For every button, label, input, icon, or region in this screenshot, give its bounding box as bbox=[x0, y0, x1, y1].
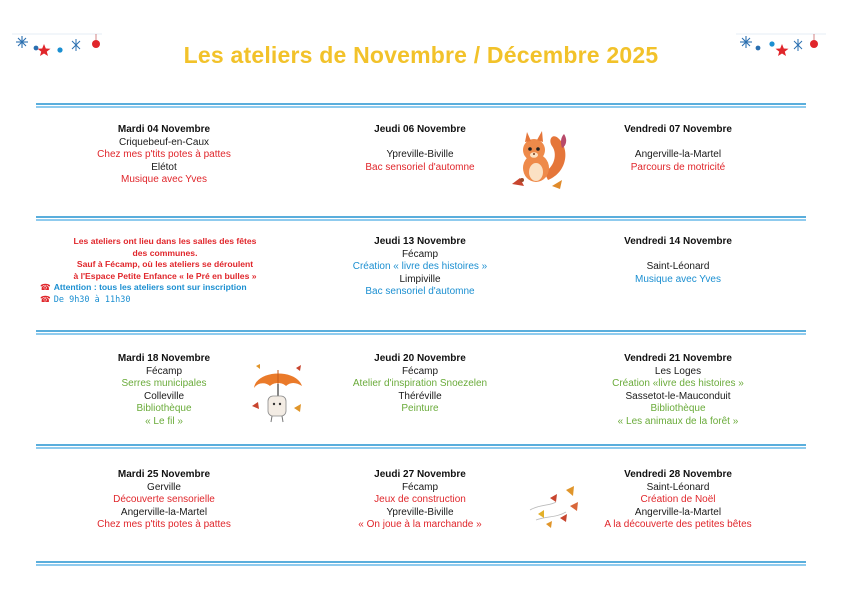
divider bbox=[36, 444, 806, 449]
workshop-activity: Peinture bbox=[401, 403, 439, 415]
workshop-location: Colleville bbox=[143, 390, 184, 402]
umbrella-illustration bbox=[248, 362, 308, 426]
workshop-activity: Chez mes p'tits potes à pattes bbox=[97, 519, 231, 531]
workshop-activity: Découverte sensorielle bbox=[113, 494, 215, 506]
christmas-ornaments-right-icon bbox=[736, 32, 826, 62]
workshop-activity: Bac sensoriel d'automne bbox=[365, 161, 475, 173]
workshop-cell-fri-07 bbox=[558, 124, 798, 174]
workshop-activity: Serres municipales bbox=[121, 378, 207, 390]
workshop-date: Vendredi 07 Novembre bbox=[624, 124, 732, 135]
workshop-cell-tue-04 bbox=[44, 124, 284, 187]
workshop-location: Sassetot-le-Mauconduit bbox=[625, 390, 731, 402]
info-hours: De 9h30 à 11h30 bbox=[53, 294, 131, 305]
workshop-location: Ypreville-Biville bbox=[386, 506, 454, 518]
divider bbox=[36, 561, 806, 566]
workshop-location: Limpiville bbox=[399, 273, 441, 285]
info-notice bbox=[40, 236, 290, 306]
workshop-date: Vendredi 14 Novembre bbox=[624, 236, 732, 247]
workshop-location: Angerville-la-Martel bbox=[634, 506, 722, 518]
workshop-location: Fécamp bbox=[401, 481, 439, 493]
phone-icon: ☎ bbox=[40, 293, 51, 304]
info-line: des communes. bbox=[132, 247, 198, 258]
workshop-date: Mardi 18 Novembre bbox=[117, 353, 211, 364]
workshop-location: Fécamp bbox=[401, 365, 439, 377]
workshop-location: Elétot bbox=[151, 161, 177, 173]
workshop-location: Fécamp bbox=[145, 365, 183, 377]
workshop-date: Jeudi 13 Novembre bbox=[374, 236, 466, 247]
workshop-activity: Jeux de construction bbox=[374, 494, 466, 506]
workshop-location: Saint-Léonard bbox=[646, 481, 710, 493]
workshop-location: Criquebeuf-en-Caux bbox=[118, 136, 210, 148]
workshop-cell-fri-21 bbox=[558, 353, 798, 429]
workshop-activity: Bibliothèque bbox=[650, 403, 706, 415]
workshop-location: Théréville bbox=[398, 390, 442, 402]
workshop-activity: Bac sensoriel d'automne bbox=[365, 286, 475, 298]
workshop-date: Vendredi 28 Novembre bbox=[624, 469, 732, 480]
page-title: Les ateliers de Novembre / Décembre 2025 bbox=[183, 42, 659, 68]
workshop-location: Ypreville-Biville bbox=[386, 149, 454, 161]
info-line: à l'Espace Petite Enfance « le Pré en bulles » bbox=[73, 270, 257, 281]
workshop-location: Angerville-la-Martel bbox=[120, 506, 208, 518]
workshop-activity: Bibliothèque bbox=[136, 403, 192, 415]
workshop-activity: Musique avec Yves bbox=[121, 174, 207, 186]
workshop-cell-thu-27 bbox=[300, 469, 540, 532]
workshop-activity: Création de Noël bbox=[640, 494, 716, 506]
phone-icon: ☎ bbox=[40, 282, 51, 292]
info-line: Les ateliers ont lieu dans les salles des fêtes bbox=[73, 236, 257, 246]
workshop-location: Fécamp bbox=[401, 248, 439, 260]
divider bbox=[36, 103, 806, 108]
workshop-activity: Atelier d'inspiration Snoezelen bbox=[352, 378, 488, 390]
workshop-date: Vendredi 21 Novembre bbox=[624, 353, 732, 364]
workshop-date: Mardi 04 Novembre bbox=[117, 124, 211, 135]
divider bbox=[36, 330, 806, 335]
workshop-date: Jeudi 06 Novembre bbox=[374, 124, 466, 135]
workshop-date: Jeudi 20 Novembre bbox=[374, 353, 466, 364]
workshop-activity: Chez mes p'tits potes à pattes bbox=[97, 149, 231, 161]
workshop-cell-thu-20 bbox=[300, 353, 540, 416]
workshop-cell-thu-13 bbox=[300, 236, 540, 299]
workshop-activity: « Les animaux de la forêt » bbox=[617, 415, 739, 427]
workshop-location: Gerville bbox=[147, 481, 181, 493]
divider bbox=[36, 216, 806, 221]
workshop-cell-tue-25 bbox=[44, 469, 284, 532]
workshop-activity: A la découverte des petites bêtes bbox=[604, 519, 752, 531]
workshop-activity: Création « livre des histoires » bbox=[352, 261, 488, 273]
workshop-activity: Création «livre des histoires » bbox=[612, 378, 744, 390]
squirrel-illustration bbox=[508, 128, 572, 190]
workshop-cell-fri-14 bbox=[558, 236, 798, 286]
workshop-cell-thu-06 bbox=[300, 124, 540, 174]
workshop-date: Jeudi 27 Novembre bbox=[374, 469, 466, 480]
christmas-ornaments-left-icon bbox=[12, 32, 102, 62]
info-attention: Attention : tous les ateliers sont sur inscription bbox=[53, 282, 247, 292]
info-line: Sauf à Fécamp, où les ateliers se déroulent bbox=[76, 259, 254, 269]
workshop-date: Mardi 25 Novembre bbox=[117, 469, 211, 480]
workshop-cell-fri-28 bbox=[558, 469, 798, 532]
workshop-location: Les Loges bbox=[654, 365, 702, 377]
workshop-location: Saint-Léonard bbox=[646, 261, 710, 273]
workshop-activity: « On joue à la marchande » bbox=[358, 519, 482, 531]
workshop-activity: Parcours de motricité bbox=[630, 161, 726, 173]
workshop-activity: « Le fil » bbox=[145, 415, 183, 427]
workshop-activity: Musique avec Yves bbox=[635, 273, 721, 285]
workshop-location: Angerville-la-Martel bbox=[634, 149, 722, 161]
